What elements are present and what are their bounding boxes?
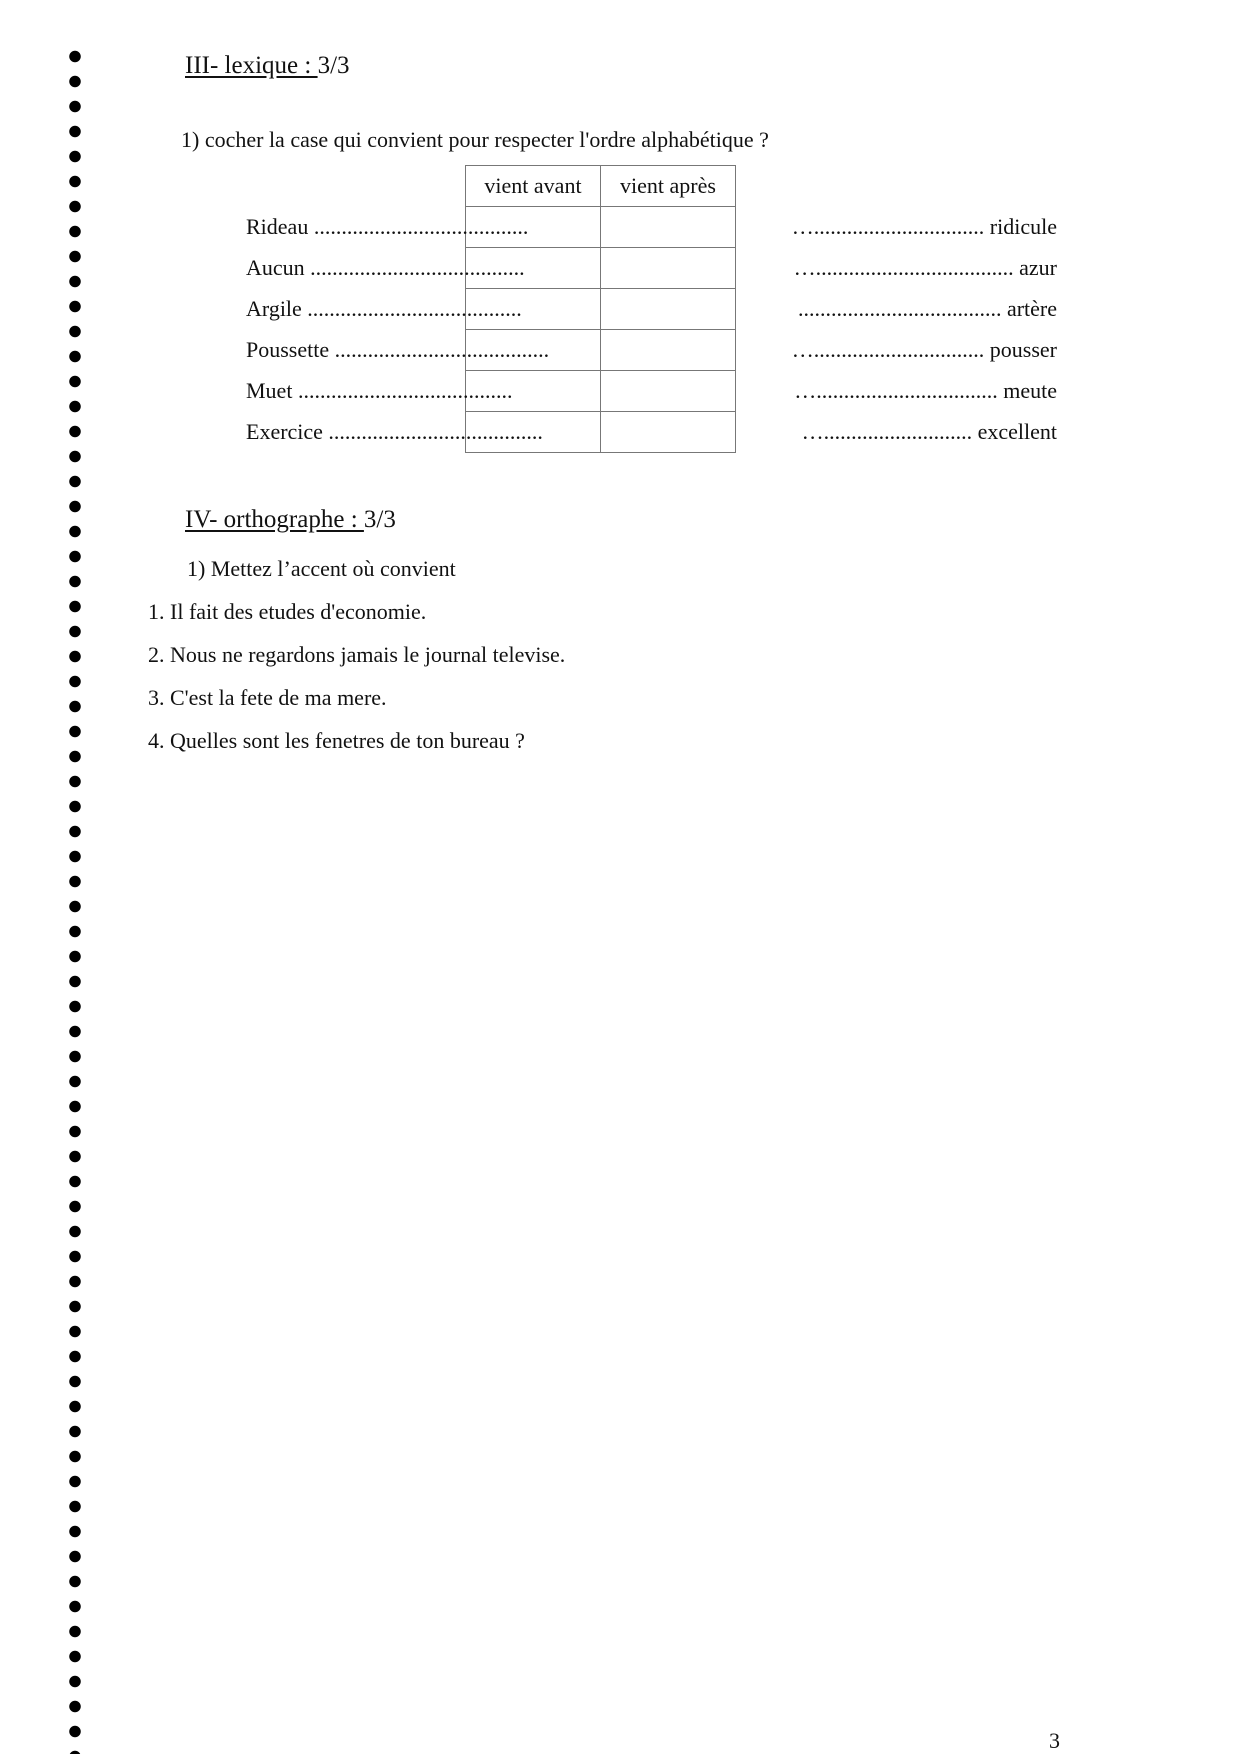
exercise-item-3: 3. C'est la fete de ma mere. xyxy=(148,685,387,710)
right-word-artere: ..................................... artère xyxy=(797,296,1057,321)
table-header-row xyxy=(466,166,736,207)
right-word-excellent: …........................... excellent xyxy=(801,419,1057,444)
checkbox-cell-apres[interactable] xyxy=(601,330,736,371)
left-word-muet: Muet ....................................... xyxy=(246,378,513,403)
right-word-ridicule: …............................... ridicule xyxy=(791,214,1057,239)
left-word-argile: Argile ....................................... xyxy=(246,296,522,321)
right-word-pousser: …............................... pousser xyxy=(791,337,1057,362)
header-vient-avant: vient avant xyxy=(466,166,601,207)
checkbox-cell-apres[interactable] xyxy=(601,207,736,248)
right-word-azur: ….................................... azur xyxy=(793,255,1057,280)
section-lexique-title: III- lexique : xyxy=(185,52,318,79)
left-word-poussette: Poussette ....................................... xyxy=(246,337,550,362)
section-orthographe-heading xyxy=(185,506,396,534)
exercise-item-4: 4. Quelles sont les fenetres de ton bureau ? xyxy=(148,728,525,753)
checkbox-cell-apres[interactable] xyxy=(601,371,736,412)
left-word-aucun: Aucun ....................................... xyxy=(246,255,525,280)
binder-dots xyxy=(68,44,82,1754)
orthographe-question: 1) Mettez l’accent où convient xyxy=(187,556,456,581)
checkbox-cell-apres[interactable] xyxy=(601,412,736,453)
right-word-meute: …................................. meute xyxy=(794,378,1057,403)
checkbox-cell-apres[interactable] xyxy=(601,289,736,330)
checkbox-cell-apres[interactable] xyxy=(601,248,736,289)
left-word-exercice: Exercice ....................................... xyxy=(246,419,543,444)
section-lexique-score: 3/3 xyxy=(317,52,350,79)
exercise-item-1: 1. Il fait des etudes d'economie. xyxy=(148,599,427,624)
header-vient-apres: vient après xyxy=(601,166,736,207)
section-lexique-heading xyxy=(185,52,350,80)
section-orthographe-score: 3/3 xyxy=(363,506,396,533)
lexique-question: 1) cocher la case qui convient pour respecter l'ordre alphabétique ? xyxy=(181,127,769,152)
left-word-rideau: Rideau ....................................... xyxy=(246,214,529,239)
section-orthographe-title: IV- orthographe : xyxy=(185,506,364,533)
page-number: 3 xyxy=(1049,1728,1060,1753)
exercise-item-2: 2. Nous ne regardons jamais le journal televise. xyxy=(148,642,566,667)
